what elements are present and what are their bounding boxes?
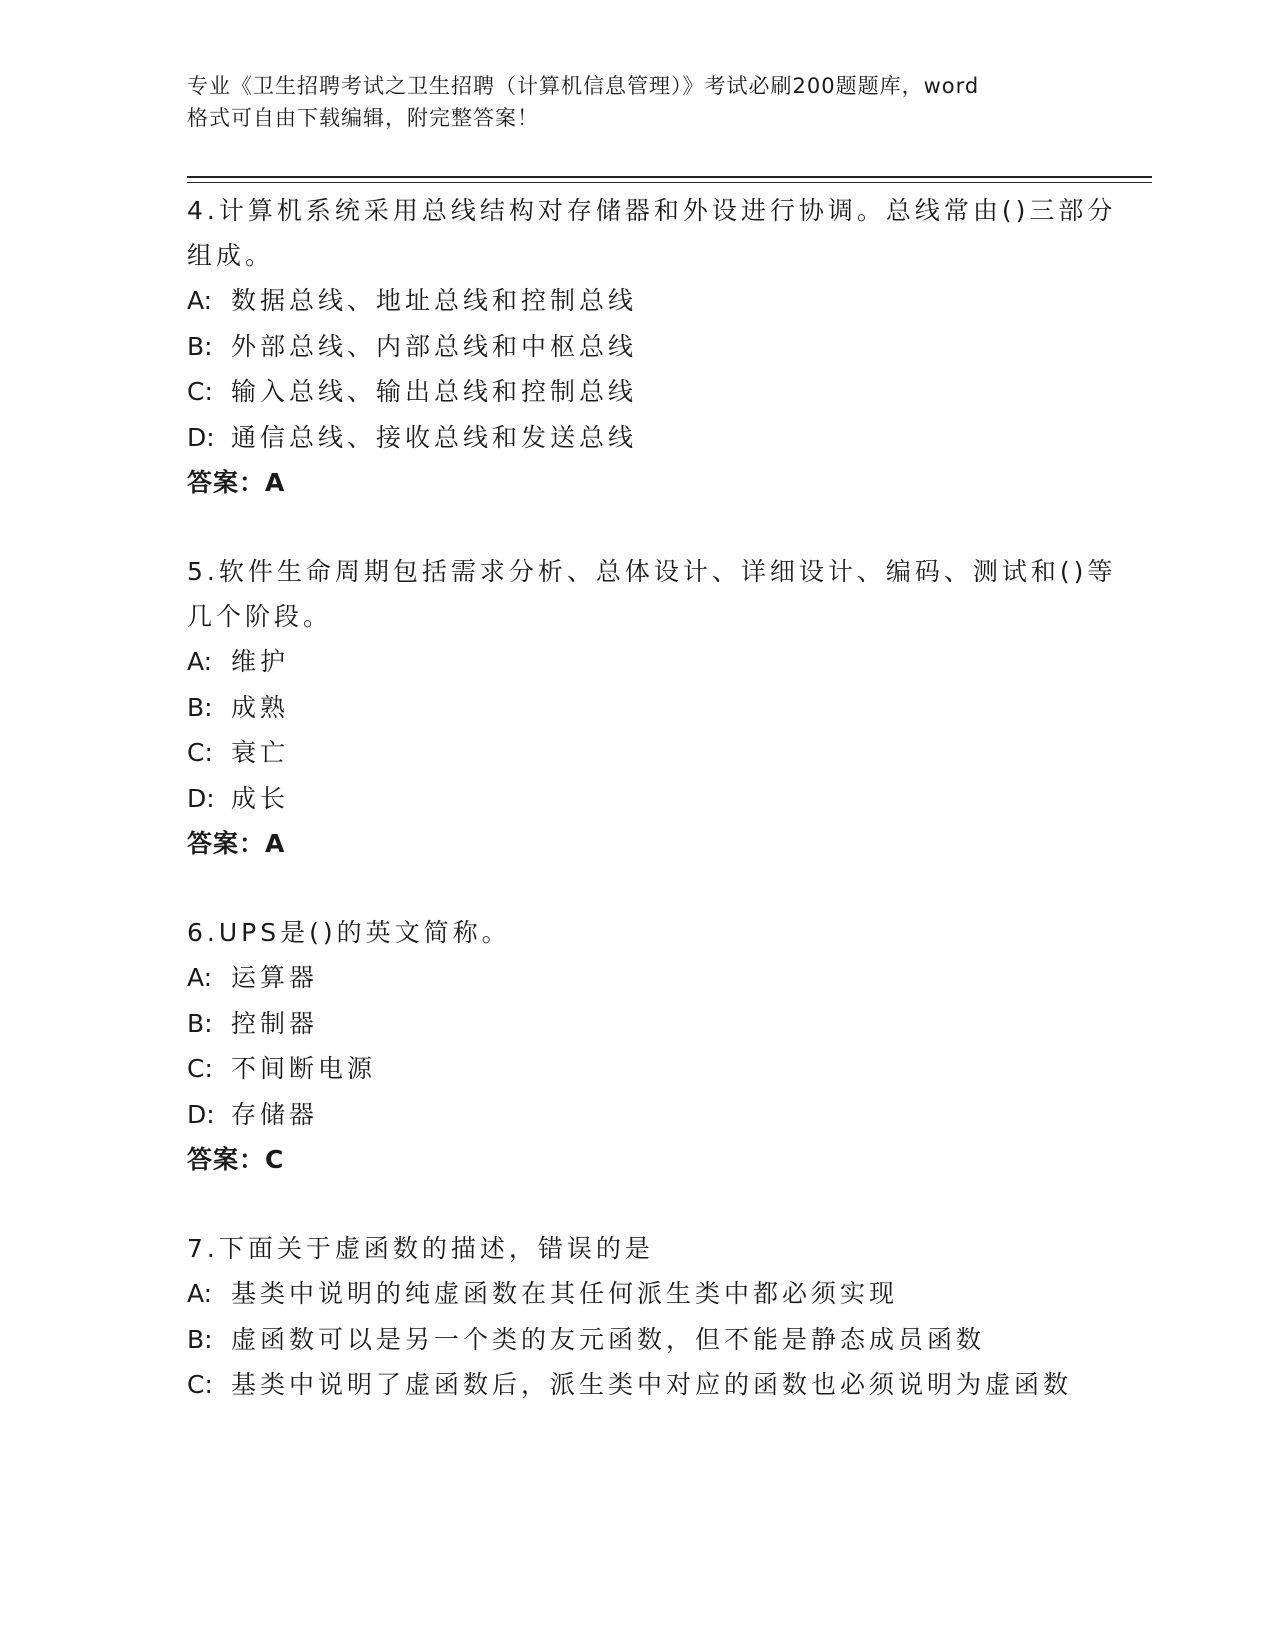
option-text: 存储器 [231, 1099, 319, 1129]
question-list [187, 188, 1127, 1452]
option-label: A: [187, 963, 213, 992]
header-line-1: 专业《卫生招聘考试之卫生招聘（计算机信息管理）》考试必刷200题题库，word [187, 74, 980, 98]
header-rule-thick [187, 176, 1152, 178]
option-text: 虚函数可以是另一个类的友元函数，但不能是静态成员函数 [231, 1324, 986, 1354]
option-c [187, 1046, 1127, 1092]
option-text: 运算器 [231, 963, 319, 992]
option-a [187, 639, 1127, 685]
option-c [187, 369, 1127, 415]
option-a [187, 278, 1127, 324]
option-label: C: [187, 1054, 213, 1083]
header-line-2: 格式可自由下载编辑，附完整答案！ [187, 106, 539, 130]
option-label: B: [187, 1324, 213, 1354]
option-d [187, 1092, 1127, 1138]
answer-line: 答案：C [187, 1145, 285, 1174]
question-text: 4.计算机系统采用总线结构对存储器和外设进行协调。总线常由()三部分组成。 [187, 196, 1117, 270]
option-label: A: [187, 1279, 213, 1308]
question-text: 6.UPS是()的英文简称。 [187, 918, 511, 947]
option-label: D: [187, 422, 215, 452]
option-text: 数据总线、地址总线和控制总线 [231, 286, 638, 315]
option-label: C: [187, 1370, 213, 1399]
answer-line: 答案：A [187, 829, 286, 858]
option-a [187, 955, 1127, 1001]
option-b [187, 1001, 1127, 1047]
question-7 [187, 1226, 1127, 1408]
option-label: C: [187, 377, 213, 406]
option-label: B: [187, 692, 213, 722]
answer-line: 答案：A [187, 468, 286, 497]
option-label: B: [187, 1008, 213, 1038]
option-text: 外部总线、内部总线和中枢总线 [231, 331, 638, 361]
question-4 [187, 188, 1127, 505]
question-text: 5.软件生命周期包括需求分析、总体设计、详细设计、编码、测试和()等几个阶段。 [187, 557, 1117, 631]
question-text: 7.下面关于虚函数的描述，错误的是 [187, 1234, 654, 1263]
option-label: C: [187, 738, 213, 767]
question-6 [187, 910, 1127, 1182]
option-text: 控制器 [231, 1008, 319, 1038]
option-label: D: [187, 783, 215, 813]
option-b [187, 685, 1127, 731]
option-c [187, 1362, 1127, 1408]
option-text: 衰亡 [231, 738, 290, 767]
option-a [187, 1271, 1127, 1317]
option-label: D: [187, 1099, 215, 1129]
question-5 [187, 549, 1127, 866]
header-rule-thin [187, 182, 1152, 183]
option-text: 基类中说明的纯虚函数在其任何派生类中都必须实现 [231, 1279, 899, 1308]
option-label: A: [187, 286, 213, 315]
option-text: 成长 [231, 783, 290, 813]
option-text: 维护 [231, 647, 290, 676]
option-label: A: [187, 647, 213, 676]
option-b [187, 1317, 1127, 1363]
option-d [187, 776, 1127, 822]
option-label: B: [187, 331, 213, 361]
option-text: 输入总线、输出总线和控制总线 [231, 377, 638, 406]
document-header [187, 70, 1087, 134]
option-text: 基类中说明了虚函数后，派生类中对应的函数也必须说明为虚函数 [231, 1370, 1073, 1399]
option-text: 通信总线、接收总线和发送总线 [231, 422, 638, 452]
option-b [187, 324, 1127, 370]
option-text: 不间断电源 [231, 1054, 377, 1083]
option-c [187, 730, 1127, 776]
option-d [187, 415, 1127, 461]
option-text: 成熟 [231, 692, 290, 722]
